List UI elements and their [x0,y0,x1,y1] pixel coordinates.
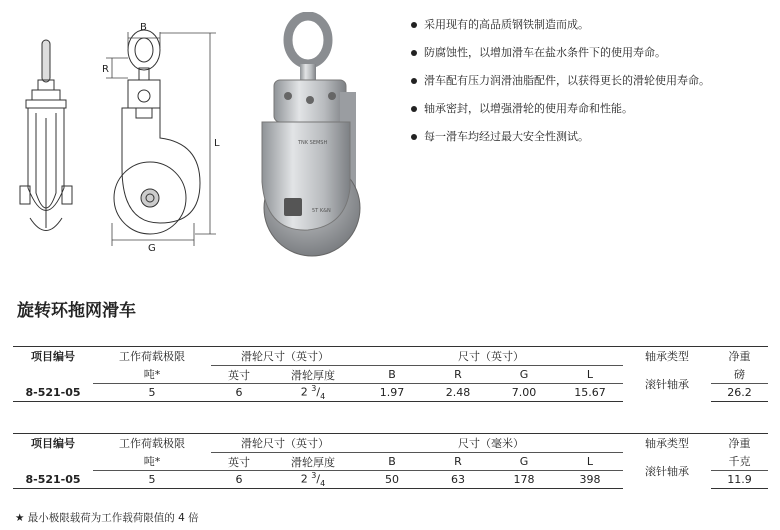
subheader-inch: 英寸 [211,366,267,384]
header-dims: 尺寸（英寸） [359,347,623,366]
subheader-g: G [491,453,557,471]
header-dims: 尺寸（毫米） [359,434,623,453]
cell-thickness: 2 $^3/_4$ [267,384,359,402]
bullet-dot-icon [411,106,417,112]
cell-l: 15.67 [557,384,623,402]
cell-weight: 26.2 [711,384,768,402]
subheader-weight-unit: 磅 [711,366,768,384]
header-wll: 工作荷载极限 [93,434,211,453]
cell-r: 2.48 [425,384,491,402]
subheader-r: R [425,366,491,384]
feature-item: 采用现有的高品质钢铁制造而成。 [408,18,773,46]
dim-label-l: L [214,138,220,149]
product-title: 旋转环拖网滑车 [17,301,136,321]
bullet-dot-icon [411,78,417,84]
dim-label-b: B [140,22,147,33]
subheader-thickness: 滑轮厚度 [267,453,359,471]
subheader-g: G [491,366,557,384]
cell-thickness: 2 $^3/_4$ [267,471,359,489]
header-sheave-size: 滑轮尺寸（英寸） [211,434,359,453]
cell-r: 63 [425,471,491,489]
feature-item: 滑车配有压力润滑油脂配件，以获得更长的滑轮使用寿命。 [408,74,773,102]
subheader-inch: 英寸 [211,453,267,471]
cell-item-no: 8-521-05 [13,471,93,489]
photo-stamp-1: TNK SEMSH [298,140,328,146]
header-weight: 净重 [711,434,768,453]
front-view-drawing [114,30,200,234]
feature-item: 防腐蚀性，以增加滑车在盐水条件下的使用寿命。 [408,46,773,74]
spec-table-metric [13,433,768,489]
subheader-thickness: 滑轮厚度 [267,366,359,384]
cell-l: 398 [557,471,623,489]
bullet-dot-icon [411,22,417,28]
technical-drawing [10,18,240,258]
cell-wll: 5 [93,471,211,489]
subheader-r: R [425,453,491,471]
cell-wll: 5 [93,384,211,402]
header-weight: 净重 [711,347,768,366]
subheader-b: B [359,366,425,384]
feature-list [408,18,773,158]
cell-b: 1.97 [359,384,425,402]
header-sheave-size: 滑轮尺寸（英寸） [211,347,359,366]
cell-g: 178 [491,471,557,489]
cell-b: 50 [359,471,425,489]
spec-table-imperial [13,346,768,402]
cell-inch: 6 [211,471,267,489]
product-photo [252,12,382,262]
cell-weight: 11.9 [711,471,768,489]
cell-bearing: 滚针轴承 [645,377,689,391]
feature-item: 每一滑车均经过最大安全性测试。 [408,130,773,158]
bullet-dot-icon [411,50,417,56]
dim-label-r: R [102,64,109,75]
header-item-no: 项目编号 [13,434,93,453]
photo-stamp-2: 5T K&N [312,208,331,214]
header-bearing: 轴承类型 [623,347,711,366]
dim-label-g: G [148,243,156,254]
subheader-b: B [359,453,425,471]
side-view-drawing [20,40,72,231]
cell-inch: 6 [211,384,267,402]
feature-item: 轴承密封，以增强滑轮的使用寿命和性能。 [408,102,773,130]
bullet-dot-icon [411,134,417,140]
header-item-no: 项目编号 [13,347,93,366]
subheader-l: L [557,453,623,471]
cell-g: 7.00 [491,384,557,402]
header-wll: 工作荷载极限 [93,347,211,366]
cell-bearing: 滚针轴承 [645,464,689,478]
cell-item-no: 8-521-05 [13,384,93,402]
subheader-l: L [557,366,623,384]
subheader-wll-unit: 吨* [93,453,211,471]
subheader-weight-unit: 千克 [711,453,768,471]
footnote: ★ 最小极限载荷为工作载荷限值的 4 倍 [15,512,199,524]
header-bearing: 轴承类型 [623,434,711,453]
subheader-wll-unit: 吨* [93,366,211,384]
